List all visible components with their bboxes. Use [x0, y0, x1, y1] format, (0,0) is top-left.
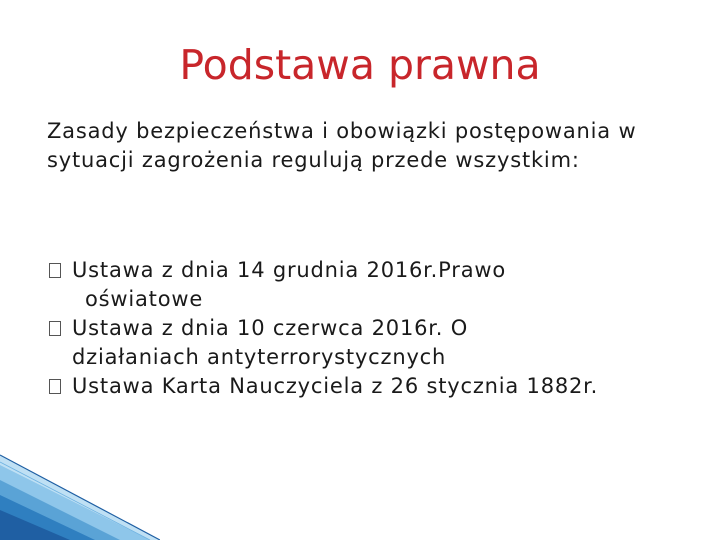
- bullet-item: [47, 314, 707, 372]
- bullet-text-line: oświatowe: [85, 287, 204, 311]
- checkbox-bullet-icon: [49, 321, 61, 336]
- bullet-text-line: Ustawa z dnia 14 grudnia 2016r.Prawo: [72, 258, 506, 282]
- corner-decoration: [0, 440, 160, 540]
- bullet-item: [47, 256, 707, 314]
- bullet-text-line: Ustawa z dnia 10 czerwca 2016r. O: [72, 316, 469, 340]
- intro-paragraph: Zasady bezpieczeństwa i obowiązki postępowania w sytuacji zagrożenia regulują przede wszystkim:: [47, 119, 637, 172]
- checkbox-bullet-icon: [49, 379, 61, 394]
- bullet-text-line: Ustawa Karta Nauczyciela z 26 stycznia 1882r.: [72, 374, 599, 398]
- bullet-list: [47, 256, 707, 401]
- bullet-text-line: działaniach antyterrorystycznych: [72, 345, 447, 369]
- bullet-item: [47, 372, 707, 401]
- checkbox-bullet-icon: [49, 263, 61, 278]
- slide-title: Podstawa prawna: [179, 41, 541, 89]
